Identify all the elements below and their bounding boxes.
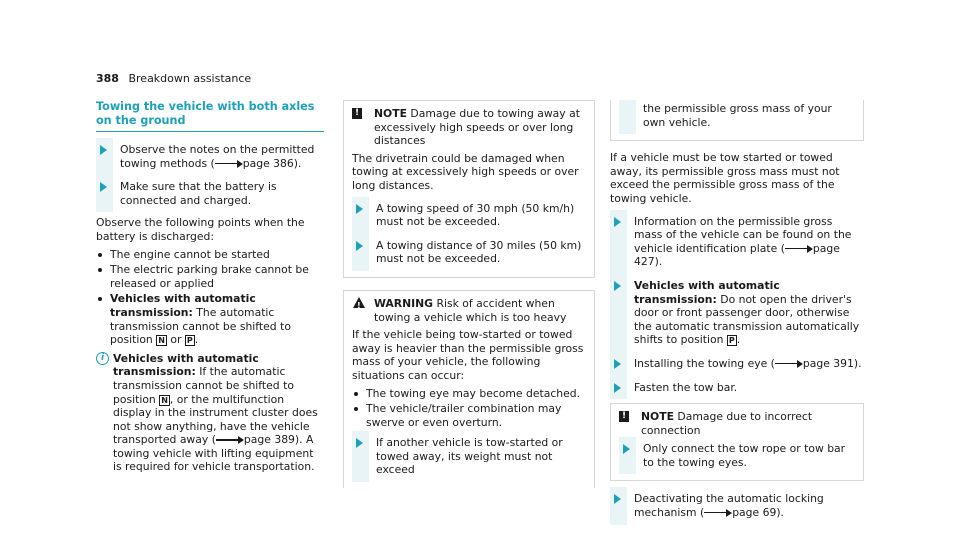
- step-distance: A towing distance of 30 miles (50 km) must not be exceeded.: [352, 234, 586, 271]
- page-link[interactable]: page 69).: [732, 506, 784, 520]
- step-arrow-icon: [614, 383, 621, 393]
- info-note: i Vehicles with automatic transmission: If the automatic transmission cannot be shifted to position N , or the multifunction display in the instrument cluster does not show anything, have the vehicle transported away ( page 389). A towing vehicle with lifting equipment is required for vehicle transportation.: [96, 352, 324, 474]
- page-link[interactable]: page 386).: [242, 156, 302, 170]
- gear-n-icon: N: [161, 395, 168, 405]
- page-link[interactable]: page 391).: [802, 356, 862, 370]
- step-arrow-icon: [614, 217, 621, 227]
- gear-n-icon: N: [158, 336, 165, 346]
- step-battery: Make sure that the battery is connected and charged.: [96, 175, 324, 212]
- bullet-item: The electric parking brake cannot be released or applied: [96, 263, 324, 290]
- note-icon: !: [352, 108, 362, 119]
- warning-box: ! WARNING Risk of accident when towing a vehicle which is too heavy If the vehicle being tow-started or towed away is heavier than the permissible gross mass of your vehicle, the following situations can occur: The towing eye may become detached. The vehicle/trailer combination may swerve or even overturn. If another vehicle is tow-started or towed away, its weight must not exceed: [343, 290, 595, 488]
- column-3: [610, 100, 864, 525]
- page-header: [96, 72, 251, 85]
- page-link[interactable]: page 389). A towing vehicle with lifting equipment is required for vehicle transportation.: [113, 433, 315, 474]
- paragraph-observe: Observe the following points when the battery is discharged:: [96, 216, 305, 243]
- step-speed: A towing speed of 30 mph (50 km/h) must not be exceeded.: [352, 197, 586, 234]
- gear-p-icon: P: [728, 336, 735, 346]
- bullet-item: The towing eye may become detached.: [352, 387, 586, 401]
- step-arrow-icon: [614, 281, 621, 291]
- step-arrow-icon: [623, 444, 630, 454]
- column-1: [96, 100, 324, 474]
- section-title: Breakdown assistance: [128, 72, 252, 85]
- step-connect: Only connect the tow rope or tow bar to the towing eyes.: [619, 437, 855, 474]
- note-box: ! NOTE Damage due to towing away at excessively high speeds or over long distances The drivetrain could be damaged when towing at excessively high speeds or over long distances. A towing speed of 30 mph (50 km/h) must not be exceeded. A towing distance of 30 miles (50 km) must not be exceeded.: [343, 100, 595, 278]
- step-towing-eye: Installing the towing eye ( page 391).: [610, 352, 864, 376]
- cross-reference-arrow-icon: [785, 245, 813, 253]
- cross-reference-arrow-icon: [215, 160, 243, 168]
- step-weight: If another vehicle is tow-started or towed away, its weight must not exceed: [352, 431, 586, 482]
- note-icon: !: [619, 411, 629, 422]
- step-info-gross-mass: Information on the permissible gross mass of the vehicle can be found on the vehicle identification plate ( page 427).: [610, 210, 864, 274]
- warning-icon: [353, 297, 365, 308]
- cross-reference-arrow-icon: [704, 509, 732, 517]
- note-box: ! NOTE Damage due to incorrect connection Only connect the tow rope or tow bar to the towing eyes.: [610, 403, 864, 481]
- step-arrow-icon: [100, 145, 107, 155]
- bullet-item: The vehicle/trailer combination may swerve or even overturn.: [352, 402, 586, 429]
- step-automatic-transmission: Vehicles with automatic transmission: Do not open the driver's door or front passenger door, otherwise the automatic transmission automatically shifts to position P .: [610, 274, 864, 352]
- cross-reference-arrow-icon: [775, 360, 803, 368]
- step-arrow-icon: [356, 204, 363, 214]
- page-number: 388: [96, 72, 119, 85]
- step-deactivate-locking: Deactivating the automatic locking mechanism ( page 69).: [610, 487, 864, 524]
- section-heading: Towing the vehicle with both axles on the ground: [96, 100, 324, 132]
- step-arrow-icon: [100, 182, 107, 192]
- info-icon: i: [96, 352, 109, 365]
- step-arrow-icon: [356, 241, 363, 251]
- step-arrow-icon: [614, 494, 621, 504]
- cross-reference-arrow-icon: [216, 436, 244, 444]
- step-arrow-icon: [356, 438, 363, 448]
- page-link[interactable]: page 427).: [634, 241, 840, 269]
- step-observe-notes: Observe the notes on the permitted towing methods ( page 386).: [96, 138, 324, 175]
- paragraph-gross-mass: If a vehicle must be tow started or towed away, its permissible gross mass must not exceed the permissible gross mass of the towing vehicle.: [610, 151, 840, 205]
- step-arrow-icon: [614, 359, 621, 369]
- bullet-item: Vehicles with automatic transmission: The automatic transmission cannot be shifted to position N or P .: [96, 292, 324, 346]
- column-2: [343, 100, 595, 488]
- step-tow-bar: Fasten the tow bar.: [610, 376, 864, 400]
- gear-p-icon: P: [186, 336, 193, 346]
- bullet-item: The engine cannot be started: [96, 248, 324, 262]
- warning-continued-box: the permissible gross mass of your own vehicle.: [610, 100, 864, 141]
